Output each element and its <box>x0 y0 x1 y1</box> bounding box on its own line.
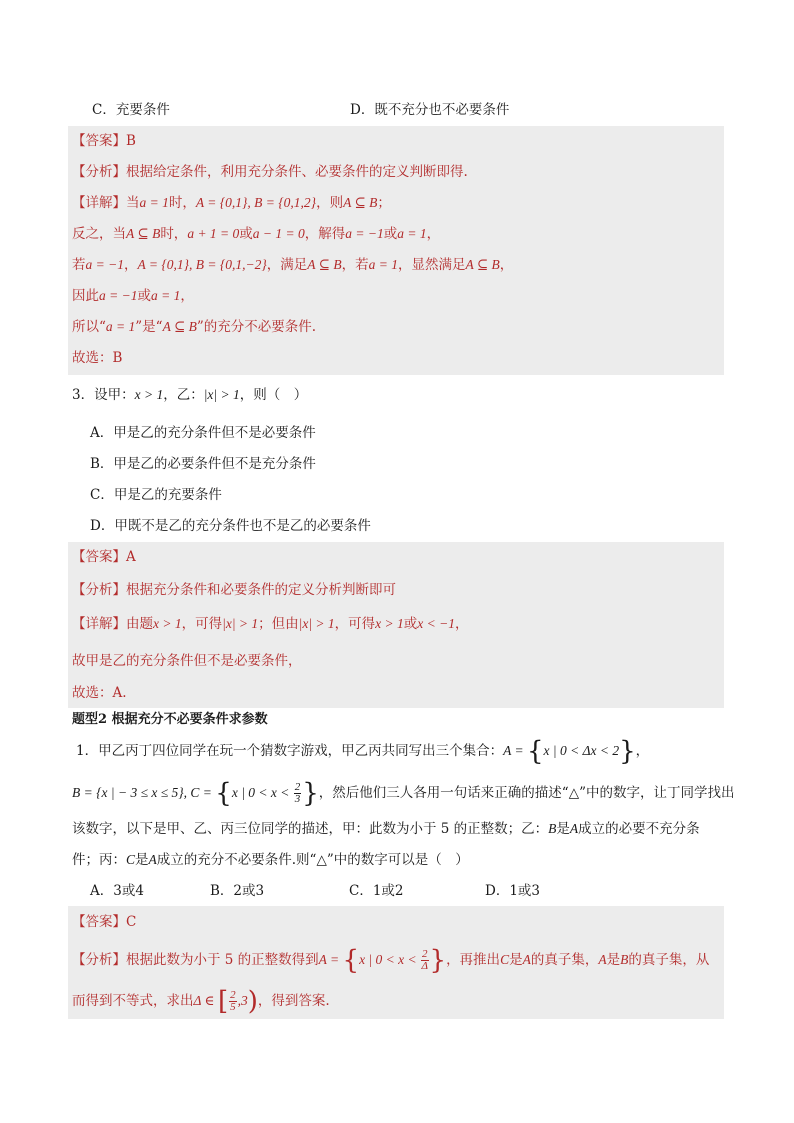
answer-label: 【答案】 <box>72 133 126 149</box>
math: A = {0,1}, B = {0,1,2} <box>195 195 317 210</box>
brace: } <box>429 945 447 976</box>
analysis-label: 【分析】 <box>72 952 126 968</box>
section-title: 题型2 根据充分不必要条件求参数 <box>72 712 268 727</box>
math: |x| > 1 <box>203 387 240 402</box>
math: ,3 <box>237 993 248 1008</box>
text: ， <box>455 616 469 632</box>
numerator: 2 <box>294 781 301 793</box>
text: ”的充分不必要条件. <box>196 319 317 335</box>
text: ，可得 <box>334 616 376 632</box>
text: ，满足 <box>266 257 308 273</box>
q2-detail-line-1 <box>72 193 391 213</box>
math: A ⊆ B <box>343 195 378 210</box>
math: x | 0 < x < <box>359 952 421 967</box>
math: A <box>569 821 579 836</box>
fraction <box>294 782 302 805</box>
numerator: 2 <box>422 948 428 960</box>
q3-answer-line <box>72 547 136 567</box>
math: a = 1 <box>150 288 181 303</box>
p1-line-3 <box>72 819 700 839</box>
q2-choice: 故选：B <box>72 350 123 366</box>
q3-option-b: B．甲是乙的必要条件但不是充分条件 <box>90 456 316 472</box>
math: a = 1 <box>105 319 136 334</box>
text: 根据此数为小于 5 的正整数得到 <box>126 952 319 968</box>
text: 是 <box>556 821 570 837</box>
q3-option-c: C．甲是乙的充要条件 <box>90 487 222 503</box>
answer-value: A <box>126 549 136 565</box>
math: A ⊆ B <box>465 257 500 272</box>
fraction <box>229 990 237 1013</box>
p1-option-d: D．1或3 <box>485 883 541 899</box>
q2-detail-line-5 <box>72 317 316 337</box>
math: a + 1 = 0 <box>187 226 240 241</box>
detail-label: 【详解】 <box>72 195 126 211</box>
analysis-text: 根据给定条件，利用充分条件、必要条件的定义判断即得. <box>126 164 468 180</box>
text: ”是“ <box>135 319 163 335</box>
q2-detail-line-3 <box>72 255 513 275</box>
q3-detail-line-2: 故甲是乙的充分条件但不是必要条件， <box>72 653 302 669</box>
text: 是 <box>606 952 621 968</box>
q2-option-d: D．既不充分也不必要条件 <box>350 102 510 118</box>
text: 该数字，以下是甲、乙、丙三位同学的描述，甲：此数为小于 5 的正整数；乙： <box>72 821 549 837</box>
math: a = −1 <box>345 226 384 241</box>
text: ；但由 <box>258 616 299 632</box>
text: 成立的充分不必要条件.则“△”中的数字可以是（ ） <box>156 852 469 868</box>
text: 反之，当 <box>72 226 126 242</box>
text: 时， <box>160 226 188 242</box>
text: 由题 <box>126 616 153 632</box>
answer-value: B <box>126 133 136 149</box>
text: 因此 <box>72 288 99 304</box>
q2-answer-line <box>72 131 136 151</box>
text: ，然后他们三人各用一句话来正确的描述“△”中的数字，让丁同学找出 <box>318 785 735 801</box>
math: A = {0,1}, B = {0,1,−2} <box>137 257 267 272</box>
text: 所以“ <box>72 319 106 335</box>
math: A = <box>318 952 343 967</box>
math: |x| > 1 <box>298 616 335 631</box>
text: 1．甲乙丙丁四位同学在玩一个猜数字游戏，甲乙丙共同写出三个集合： <box>76 743 504 759</box>
p1-analysis-line-2 <box>72 986 330 1017</box>
p1-option-a: A．3或4 <box>90 883 144 899</box>
math: A <box>148 852 157 867</box>
math: A <box>522 952 531 967</box>
math: x < −1 <box>417 616 455 631</box>
text: 3．设甲： <box>72 387 135 403</box>
math: Δ ∈ <box>193 993 218 1008</box>
math: C <box>126 852 136 867</box>
q3-detail-line-1 <box>72 614 469 634</box>
math: A ⊆ B <box>162 319 197 334</box>
text: 的真子集，从 <box>628 952 710 968</box>
bracket: [ <box>217 986 229 1017</box>
brace: } <box>302 778 319 809</box>
text: 成立的必要不充分条 <box>578 821 700 837</box>
math: x > 1 <box>153 616 182 631</box>
text: 若 <box>72 257 86 273</box>
denominator: Δ <box>421 960 428 972</box>
math: B = {x | − 3 ≤ x ≤ 5}, C = <box>72 785 216 800</box>
answer-label: 【答案】 <box>72 914 126 930</box>
q3-option-a: A．甲是乙的充分条件但不是必要条件 <box>90 425 316 441</box>
math: a = −1 <box>99 288 138 303</box>
math: x > 1 <box>134 387 164 402</box>
math: a = 1 <box>139 195 169 210</box>
text: ，显然满足 <box>397 257 466 273</box>
text: 而得到不等式，求出 <box>72 993 194 1009</box>
text: 或 <box>403 616 418 632</box>
text: 时， <box>168 195 196 211</box>
text: ，得到答案. <box>257 993 330 1009</box>
q3-analysis-line <box>72 580 396 600</box>
math: a − 1 = 0 <box>252 226 305 241</box>
text: 件；丙： <box>72 852 126 868</box>
brace: { <box>342 945 360 976</box>
math: |x| > 1 <box>222 616 259 631</box>
answer-label: 【答案】 <box>72 549 126 565</box>
text: 或 <box>137 288 151 304</box>
text: ， <box>123 257 138 273</box>
p1-analysis-line-1 <box>72 945 710 976</box>
analysis-label: 【分析】 <box>72 164 126 180</box>
text: ； <box>377 195 391 211</box>
fraction <box>421 949 429 972</box>
math: B <box>620 952 629 967</box>
text: 是 <box>509 952 523 968</box>
text: ，若 <box>341 257 369 273</box>
text: 是 <box>135 852 149 868</box>
q2-option-c: C．充要条件 <box>92 102 170 118</box>
denominator: 5 <box>230 1001 236 1013</box>
math: B <box>548 821 557 836</box>
math: a = 1 <box>397 226 427 241</box>
math: A = <box>503 743 527 758</box>
text: ， <box>499 257 514 273</box>
math: x | 0 < Δx < 2 <box>543 743 620 758</box>
text: ，乙： <box>163 387 204 403</box>
text: ，再推出 <box>446 952 501 968</box>
detail-label: 【详解】 <box>72 616 126 632</box>
text: ，则（ ） <box>239 387 308 403</box>
math: A ⊆ B <box>126 226 161 241</box>
text: 当 <box>126 195 140 211</box>
p1-option-b: B．2或3 <box>210 883 265 899</box>
analysis-text: 根据充分条件和必要条件的定义分析判断即可 <box>126 582 396 598</box>
p1-line-1 <box>76 736 650 767</box>
text: ， <box>426 226 441 242</box>
p1-option-c: C．1或2 <box>349 883 404 899</box>
text: ， <box>180 288 194 304</box>
bracket: ) <box>247 986 258 1017</box>
numerator: 2 <box>230 989 236 1001</box>
math: A <box>598 952 607 967</box>
q3-choice: 故选：A. <box>72 685 127 701</box>
p1-line-4 <box>72 850 469 870</box>
p1-answer-line <box>72 912 136 932</box>
q2-analysis-line <box>72 162 468 182</box>
p1-line-2 <box>72 778 735 809</box>
math: A ⊆ B <box>307 257 342 272</box>
q3-stem <box>72 385 307 405</box>
math: a = 1 <box>368 257 398 272</box>
brace: { <box>526 736 544 767</box>
answer-value: C <box>126 914 137 930</box>
q3-option-d: D．甲既不是乙的充分条件也不是乙的必要条件 <box>90 518 371 534</box>
brace: } <box>619 736 636 767</box>
analysis-label: 【分析】 <box>72 582 126 598</box>
math: a = −1 <box>85 257 124 272</box>
brace: { <box>215 778 232 809</box>
math: x | 0 < x < <box>231 785 293 800</box>
denominator: 3 <box>294 793 301 805</box>
q2-detail-line-2 <box>72 224 440 244</box>
math: x > 1 <box>375 616 404 631</box>
q2-detail-line-4 <box>72 286 194 306</box>
text: ，解得 <box>304 226 346 242</box>
text: ，可得 <box>181 616 223 632</box>
math: C <box>500 952 510 967</box>
text: ， <box>635 743 650 759</box>
text: ，则 <box>316 195 344 211</box>
text: 或 <box>383 226 398 242</box>
text: 的真子集， <box>530 952 599 968</box>
text: 或 <box>239 226 253 242</box>
